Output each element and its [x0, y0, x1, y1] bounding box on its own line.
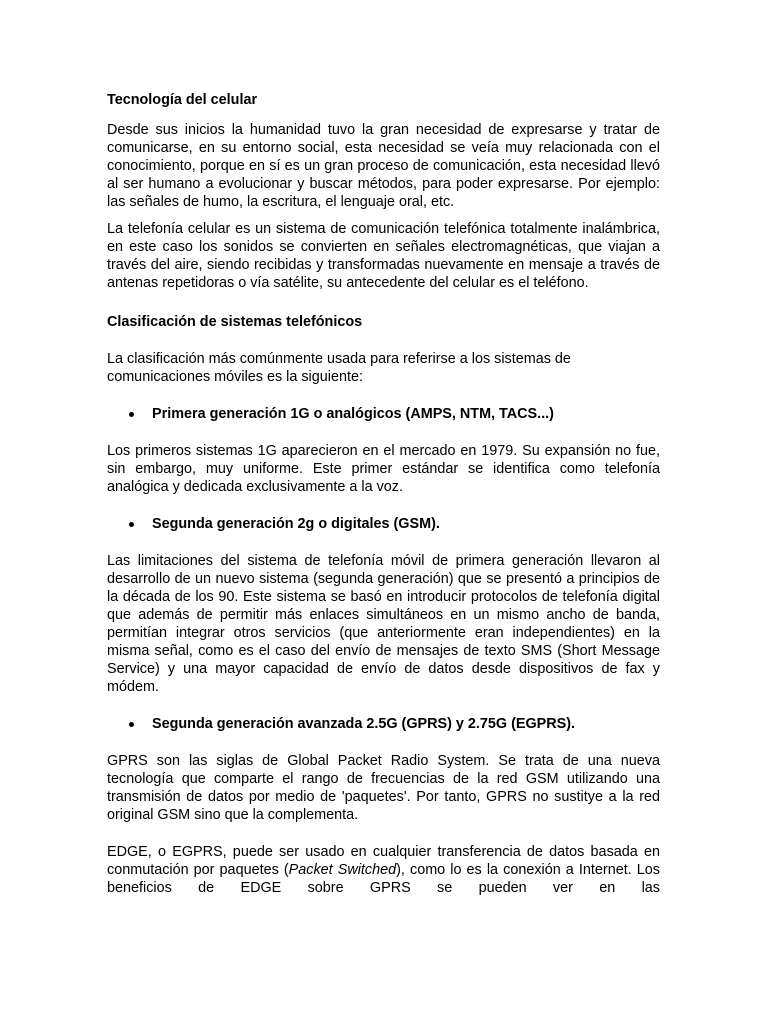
classification-heading: Clasificación de sistemas telefónicos: [107, 314, 363, 330]
edge-paragraph: [107, 843, 660, 897]
bullet-dot-icon: [129, 522, 134, 527]
document-title: Tecnología del celular: [107, 92, 258, 108]
bullet-first-generation: [107, 405, 660, 423]
bullet-label: Segunda generación 2g o digitales (GSM).: [152, 516, 440, 532]
classification-intro: La clasificación más comúnmente usada para referirse a los sistemas de comunicaciones móviles es la siguiente:: [107, 351, 571, 385]
bullet-dot-icon: [129, 412, 134, 417]
document-page: [107, 91, 660, 897]
bullet-label: Primera generación 1G o analógicos (AMPS, NTM, TACS...): [152, 406, 554, 422]
first-generation-paragraph: Los primeros sistemas 1G aparecieron en el mercado en 1979. Su expansión no fue, sin embargo, muy uniforme. Este primer estándar se identifica como telefonía analógica y dedicada exclusivamente a la voz.: [107, 443, 660, 495]
telefonia-paragraph: La telefonía celular es un sistema de comunicación telefónica totalmente inalámbrica, en este caso los sonidos se convierten en señales electromagnéticas, que viajan a través del aire, siendo recibidas y transformadas nuevamente en mensaje a través de antenas repetidoras o vía satélite, su antecedente del celular es el teléfono.: [107, 221, 660, 291]
intro-paragraph: Desde sus inicios la humanidad tuvo la gran necesidad de expresarse y tratar de comunicarse, en su entorno social, esta necesidad se veía muy relacionada con el conocimiento, porque en sí es un gran proceso de comunicación, esta necesidad llevó al ser humano a evolucionar y buscar métodos, para poder expresarse. Por ejemplo: las señales de humo, la escritura, el lenguaje oral, etc.: [107, 122, 660, 210]
bullet-second-generation: [107, 515, 660, 533]
edge-text-italic: Packet Switched: [288, 862, 397, 878]
edge-text-after: ), como lo es la conexión a Internet. Los beneficios de EDGE sobre GPRS se pueden ver en las: [107, 862, 660, 896]
bullet-advanced-second-generation: [107, 715, 660, 733]
bullet-label: Segunda generación avanzada 2.5G (GPRS) y 2.75G (EGPRS).: [152, 716, 576, 732]
bullet-dot-icon: [129, 722, 134, 727]
second-generation-paragraph: Las limitaciones del sistema de telefonía móvil de primera generación llevaron al desarrollo de un nuevo sistema (segunda generación) que se presentó a principios de la década de los 90. Este sistema se basó en introducir protocolos de telefonía digital que además de permitir más enlaces simultáneos en un mismo ancho de banda, permitían integrar otros servicios (que anteriormente eran independientes) en la misma señal, como es el caso del envío de mensajes de texto SMS (Short Message Service) y una mayor capacidad de envío de datos desde dispositivos de fax y módem.: [107, 553, 660, 695]
gprs-paragraph: GPRS son las siglas de Global Packet Radio System. Se trata de una nueva tecnología que comparte el rango de frecuencias de la red GSM utilizando una transmisión de datos por medio de 'paquetes'. Por tanto, GPRS no sustitye a la red original GSM sino que la complementa.: [107, 753, 660, 823]
edge-text-before: EDGE, o EGPRS, puede ser usado en cualquier transferencia de datos basada en conmutación por paquetes (: [107, 844, 660, 878]
